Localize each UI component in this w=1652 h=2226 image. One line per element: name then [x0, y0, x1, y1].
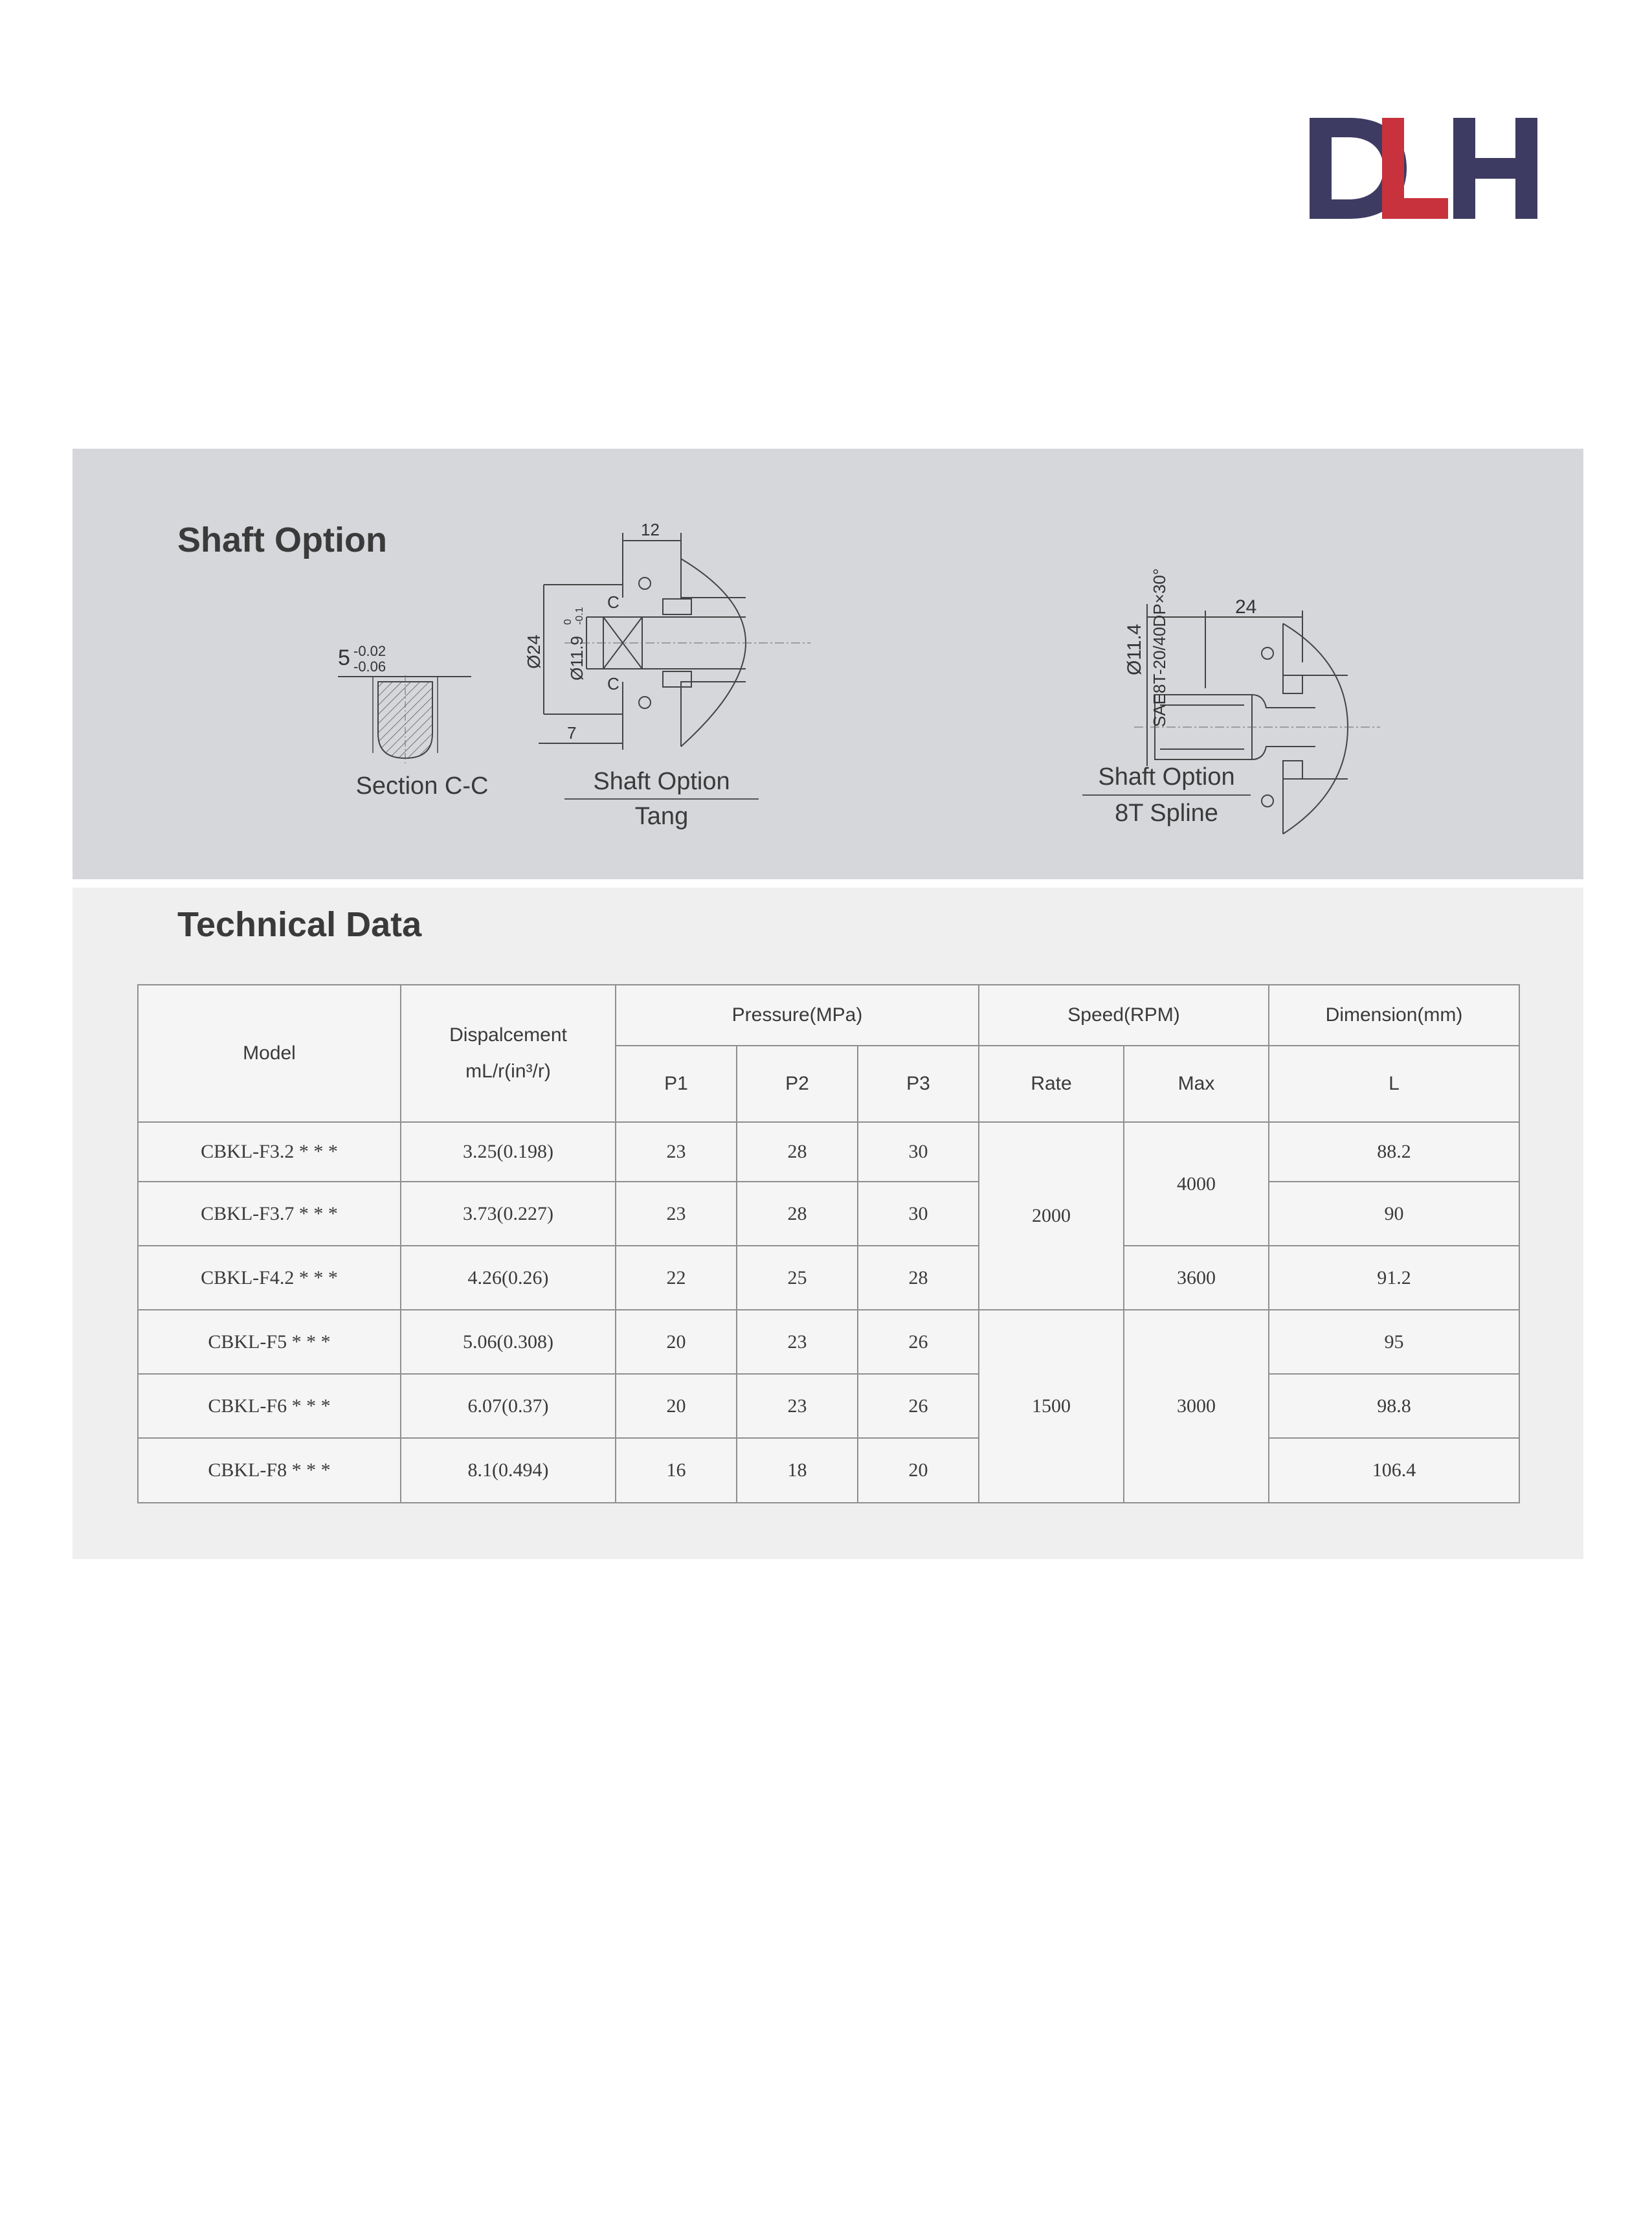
section-dim-base: 5	[338, 646, 350, 670]
tang-dim-outer-dia: Ø24	[524, 635, 544, 669]
cell-l: 95	[1269, 1310, 1519, 1374]
tang-caption-line2: Tang	[634, 803, 689, 830]
spline-dim-spec: SAE8T-20/40DP×30°	[1150, 568, 1169, 727]
tang-dim-inner-dia: Ø11.9	[567, 636, 586, 680]
tang-dim-width: 12	[641, 520, 660, 539]
header-max: Max	[1124, 1046, 1269, 1122]
table-row	[138, 1122, 1519, 1182]
cell-p3: 30	[858, 1182, 979, 1246]
cell-rate-group-a: 2000	[979, 1122, 1124, 1310]
table-row	[138, 1438, 1519, 1503]
header-displacement-line2: mL/r(in³/r)	[465, 1061, 551, 1082]
header-model: Model	[138, 985, 401, 1122]
table-row	[138, 1310, 1519, 1374]
cell-model: CBKL-F3.7 * * *	[138, 1182, 401, 1246]
cell-p3: 20	[858, 1438, 979, 1503]
cell-displacement: 3.25(0.198)	[401, 1122, 616, 1182]
tang-drawing	[526, 520, 836, 766]
cell-l: 90	[1269, 1182, 1519, 1246]
dlh-logo	[1310, 118, 1537, 219]
spline-caption-line2: 8T Spline	[1115, 800, 1218, 827]
header-p2: P2	[737, 1046, 858, 1122]
cell-model: CBKL-F6 * * *	[138, 1374, 401, 1438]
cell-model: CBKL-F5 * * *	[138, 1310, 401, 1374]
cell-p3: 28	[858, 1246, 979, 1310]
section-cc-drawing	[318, 636, 500, 766]
cell-p2: 28	[737, 1122, 858, 1182]
spline-caption-line1: Shaft Option	[1082, 759, 1251, 796]
section-cc-caption: Section C-C	[355, 772, 489, 800]
section-tol-lower: -0.06	[353, 658, 386, 675]
cell-max-group-b: 3600	[1124, 1246, 1269, 1310]
header-speed: Speed(RPM)	[979, 985, 1269, 1046]
header-displacement	[401, 985, 616, 1122]
section-tol-upper: -0.02	[353, 643, 386, 659]
cell-p1: 16	[616, 1438, 737, 1503]
tang-tol-lower: -0.1	[574, 607, 585, 625]
cell-model: CBKL-F8 * * *	[138, 1438, 401, 1503]
cell-max-group-a: 4000	[1124, 1122, 1269, 1246]
tang-caption-line1: Shaft Option	[564, 765, 759, 800]
cell-p2: 23	[737, 1374, 858, 1438]
cell-p1: 20	[616, 1310, 737, 1374]
tang-tol-upper: 0	[563, 619, 574, 625]
cell-p2: 25	[737, 1246, 858, 1310]
cell-p3: 26	[858, 1374, 979, 1438]
cell-l: 88.2	[1269, 1122, 1519, 1182]
header-p3: P3	[858, 1046, 979, 1122]
tang-label-c-bottom: C	[607, 674, 620, 693]
table-row	[138, 1246, 1519, 1310]
technical-data-table	[137, 984, 1520, 1503]
header-l: L	[1269, 1046, 1519, 1122]
tang-label-c-top: C	[607, 592, 620, 612]
spline-dim-dia: Ø11.4	[1124, 624, 1145, 675]
cell-p1: 23	[616, 1122, 737, 1182]
technical-data-title: Technical Data	[177, 905, 422, 944]
header-dimension: Dimension(mm)	[1269, 985, 1519, 1046]
cell-p2: 28	[737, 1182, 858, 1246]
cell-l: 91.2	[1269, 1246, 1519, 1310]
cell-p1: 23	[616, 1182, 737, 1246]
cell-l: 98.8	[1269, 1374, 1519, 1438]
cell-p1: 22	[616, 1246, 737, 1310]
cell-displacement: 5.06(0.308)	[401, 1310, 616, 1374]
cell-rate-group-b: 1500	[979, 1310, 1124, 1503]
table-row	[138, 1374, 1519, 1438]
tang-dim-length: 7	[567, 723, 577, 743]
shaft-option-panel	[73, 449, 1583, 879]
table-row	[138, 1182, 1519, 1246]
cell-model: CBKL-F3.2 * * *	[138, 1122, 401, 1182]
cell-max-group-c: 3000	[1124, 1310, 1269, 1503]
cell-displacement: 3.73(0.227)	[401, 1182, 616, 1246]
header-displacement-line1: Dispalcement	[449, 1024, 567, 1046]
cell-displacement: 8.1(0.494)	[401, 1438, 616, 1503]
cell-p3: 30	[858, 1122, 979, 1182]
cell-displacement: 6.07(0.37)	[401, 1374, 616, 1438]
cell-p3: 26	[858, 1310, 979, 1374]
cell-p2: 18	[737, 1438, 858, 1503]
cell-model: CBKL-F4.2 * * *	[138, 1246, 401, 1310]
spline-dim-length: 24	[1235, 596, 1257, 618]
header-rate: Rate	[979, 1046, 1124, 1122]
shaft-option-title: Shaft Option	[177, 521, 387, 559]
header-p1: P1	[616, 1046, 737, 1122]
header-pressure: Pressure(MPa)	[616, 985, 979, 1046]
cell-displacement: 4.26(0.26)	[401, 1246, 616, 1310]
cell-p2: 23	[737, 1310, 858, 1374]
cell-l: 106.4	[1269, 1438, 1519, 1503]
cell-p1: 20	[616, 1374, 737, 1438]
